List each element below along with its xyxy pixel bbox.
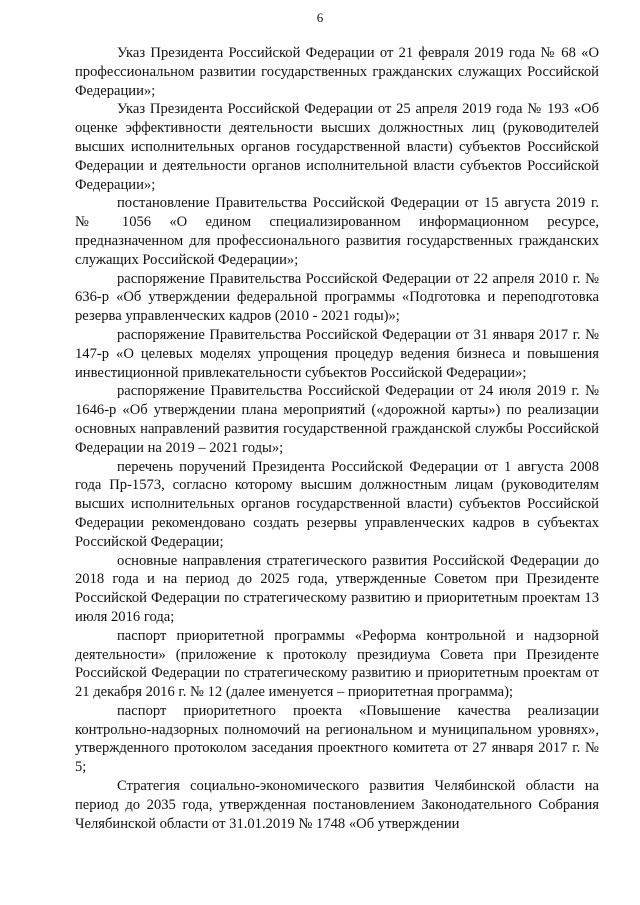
page-number: 6 [316, 10, 324, 25]
paragraph-resolution-1056: постановление Правительства Российской Федерации от 15 августа 2019 г. № 1056 «О едином специализированном информационном ресурсе, предназначенном для профессионального развития государственных гражданских служащих Российской Федерации»; [75, 195, 599, 268]
paragraph-decree-68: Указ Президента Российской Федерации от 21 февраля 2019 года № 68 «О профессиональном развитии государственных гражданских служащих Российской Федерации»; [75, 45, 599, 99]
paragraph-priority-program-passport: паспорт приоритетной программы «Реформа контрольной и надзорной деятельности» (приложение к протоколу президиума Совета при Президенте Российской Федерации по стратегическому развитию и приоритетным проектам от 21 декабря 2016 г. № 12 (далее именуется – приоритетная программа); [75, 627, 599, 701]
paragraph-strategic-directions: основные направления стратегического развития Российской Федерации до 2018 года и на период до 2025 года, утвержденные Советом при Президенте Российской Федерации по стратегическому развитию и приоритетным проектам 13 июля 2016 года; [75, 552, 599, 625]
paragraph-chelyabinsk-strategy: Стратегия социально-экономического развития Челябинской области на период до 2035 года, утвержденная постановлением Законодательного Собрания Челябинской области от 31.01.2019 № 1748 «Об утверждении [75, 778, 599, 832]
paragraph-priority-project-passport: паспорт приоритетного проекта «Повышение качества реализации контрольно-надзорных полномочий на региональном и муниципальном уровнях», утвержденного протоколом заседания проектного комитета от 27 января 2017 г. № 5; [75, 702, 599, 776]
document-body [75, 44, 599, 833]
paragraph-order-1646: распоряжение Правительства Российской Федерации от 24 июля 2019 г. № 1646-р «Об утверждении плана мероприятий («дорожной карты») по реализации основных направлений развития государственной гражданской службы Российской Федерации на 2019 – 2021 годы»; [75, 383, 599, 456]
paragraph-instructions-pr-1573: перечень поручений Президента Российской Федерации от 1 августа 2008 года Пр-1573, согласно которому высшим должностным лицам (руководителям высших исполнительных органов государственной власти) субъектов Российской Федерации рекомендовано создать резервы управленческих кадров в субъектах Российской Федерации; [75, 458, 599, 550]
paragraph-order-147: распоряжение Правительства Российской Федерации от 31 января 2017 г. № 147-р «О целевых моделях упрощения процедур ведения бизнеса и повышения инвестиционной привлекательности субъектов Российской Федерации»; [75, 326, 599, 381]
paragraph-order-636: распоряжение Правительства Российской Федерации от 22 апреля 2010 г. № 636-р «Об утверждении федеральной программы «Подготовка и переподготовка резерва управленческих кадров (2010 - 2021 годы)»; [75, 270, 599, 325]
paragraph-decree-193: Указ Президента Российской Федерации от 25 апреля 2019 года № 193 «Об оценке эффективности деятельности высших должностных лиц (руководителей высших исполнительных органов государственной власти) субъектов Российской Федерации и деятельности органов исполнительной власти субъектов Российской Федерации»; [75, 101, 599, 193]
